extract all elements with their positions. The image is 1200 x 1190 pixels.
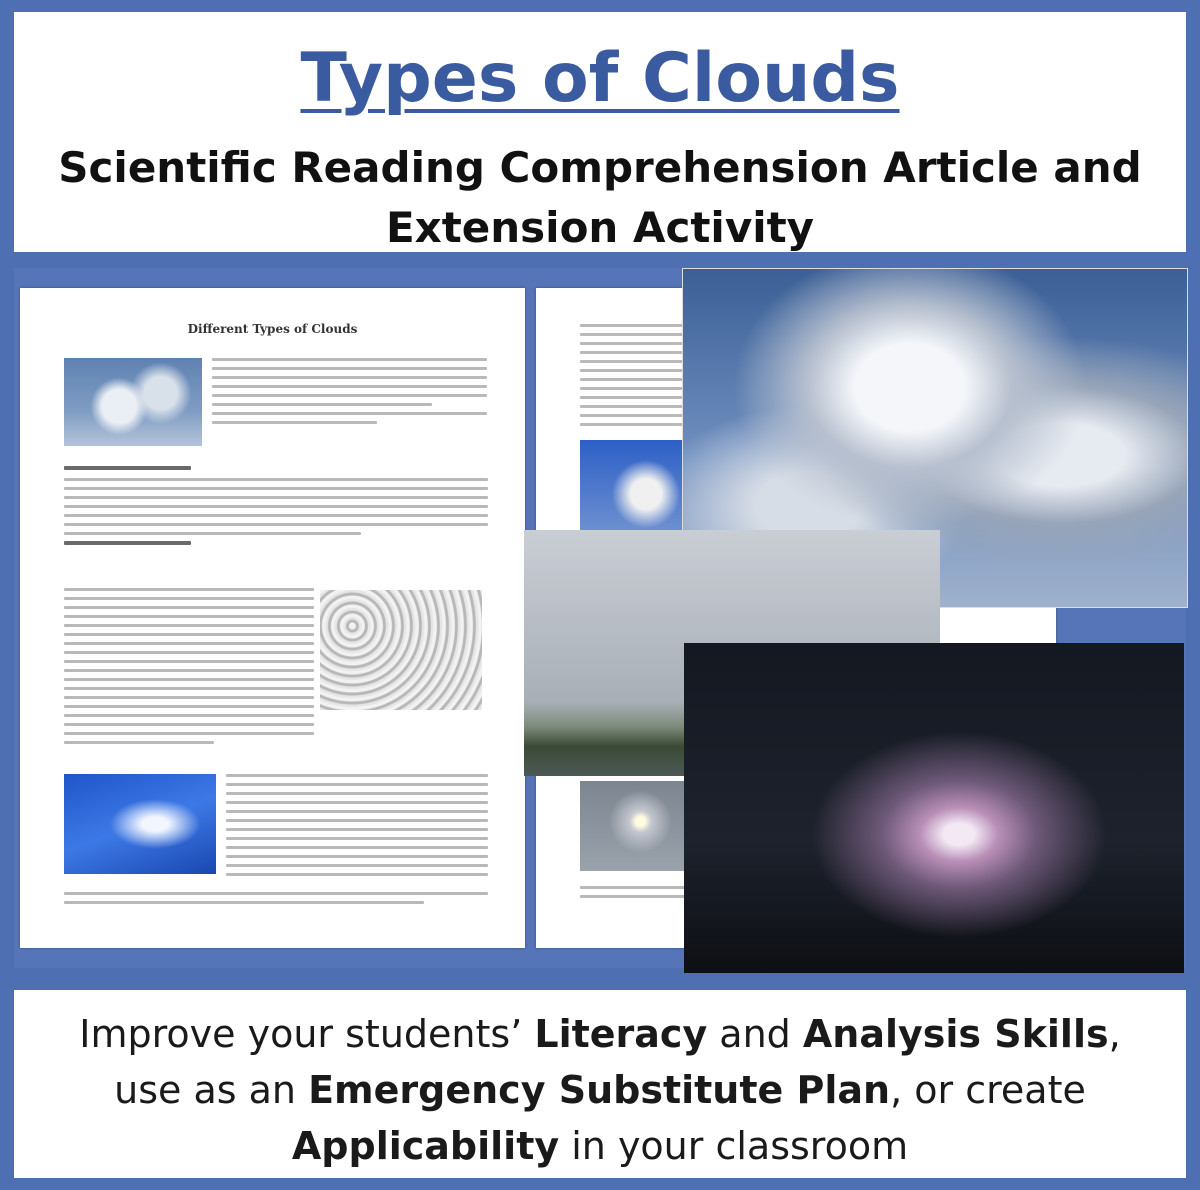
footer-emphasis: Literacy (534, 1012, 708, 1056)
footer-text-segment: in your classroom (559, 1124, 909, 1168)
paragraph-lines (226, 774, 488, 882)
cirrus-photo-thumb (64, 774, 216, 874)
footer-text-segment: and (707, 1012, 803, 1056)
footer-text-segment: use as an (114, 1068, 309, 1112)
page-title: Types of Clouds (300, 39, 900, 118)
header-panel (14, 12, 1186, 252)
paragraph-lines (64, 892, 488, 910)
page-subtitle: Scientific Reading Comprehension Article and Extension Activity (58, 143, 1142, 252)
preview-area (14, 268, 1186, 968)
paragraph-lines (212, 358, 487, 430)
paragraph-lines (64, 460, 488, 553)
article-page-preview-1 (20, 288, 525, 948)
cumulus-photo-thumb (64, 358, 202, 446)
footer-text-segment: Improve your students’ (79, 1012, 535, 1056)
cumulus-photo-thumb (580, 440, 690, 530)
footer-text-segment: , or create (890, 1068, 1086, 1112)
altocumulus-photo-thumb (320, 590, 482, 710)
footer-emphasis: Analysis Skills (802, 1012, 1109, 1056)
cirrostratus-photo-thumb (580, 781, 690, 871)
paragraph-lines (64, 588, 314, 750)
footer-text (14, 990, 1186, 1174)
footer-panel (14, 990, 1186, 1178)
footer-text-segment: , (1108, 1012, 1121, 1056)
paragraph-lines (580, 886, 700, 904)
article-heading: Different Types of Clouds (187, 322, 358, 336)
footer-emphasis: Applicability (291, 1124, 560, 1168)
lightning-storm-photo (684, 643, 1184, 973)
footer-emphasis: Emergency Substitute Plan (308, 1068, 891, 1112)
